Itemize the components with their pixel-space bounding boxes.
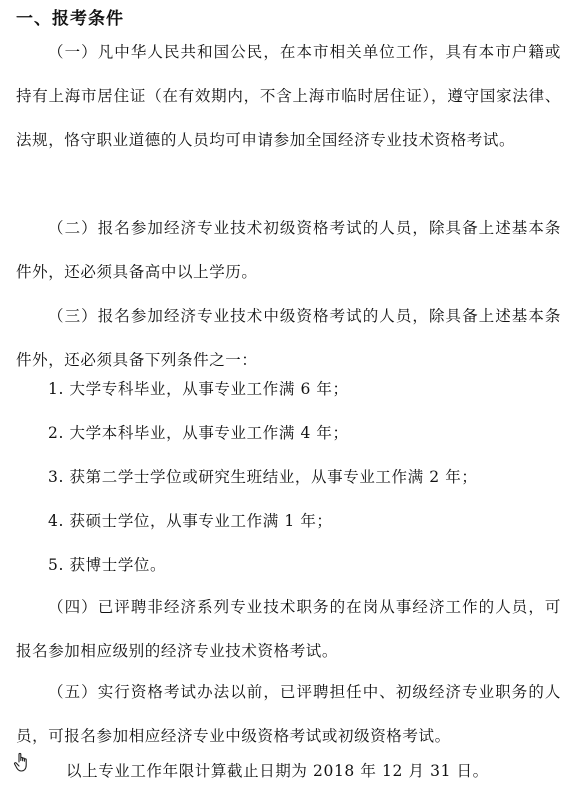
hand-cursor-icon bbox=[12, 751, 32, 773]
list-item-condition-3: 3. 获第二学士学位或研究生班结业，从事专业工作满 2 年； bbox=[48, 468, 478, 486]
list-item-condition-1: 1. 大学专科毕业，从事专业工作满 6 年； bbox=[48, 380, 349, 398]
paragraph-condition-3: （三）报名参加经济专业技术中级资格考试的人员，除具备上述基本条件外，还必须具备下列条件之一： bbox=[16, 307, 561, 369]
section-heading: 一、报考条件 bbox=[16, 9, 124, 29]
list-item-condition-5: 5. 获博士学位。 bbox=[48, 556, 167, 574]
list-item-condition-4: 4. 获硕士学位，从事专业工作满 1 年； bbox=[48, 512, 333, 530]
paragraph-condition-4: （四）已评聘非经济系列专业技术职务的在岗从事经济工作的人员，可报名参加相应级别的经济专业技术资格考试。 bbox=[16, 598, 561, 660]
paragraph-condition-1: （一）凡中华人民共和国公民，在本市相关单位工作，具有本市户籍或持有上海市居住证（在有效期内，不含上海市临时居住证），遵守国家法律、法规，恪守职业道德的人员均可申请参加全国经济专业技术资格考试。 bbox=[16, 43, 561, 149]
list-item-condition-2: 2. 大学本科毕业，从事专业工作满 4 年； bbox=[48, 424, 349, 442]
footnote: 以上专业工作年限计算截止日期为 2018 年 12 月 31 日。 bbox=[66, 762, 489, 780]
paragraph-condition-2: （二）报名参加经济专业技术初级资格考试的人员，除具备上述基本条件外，还必须具备高中以上学历。 bbox=[16, 219, 561, 281]
paragraph-condition-5: （五）实行资格考试办法以前，已评聘担任中、初级经济专业职务的人员，可报名参加相应经济专业中级资格考试或初级资格考试。 bbox=[16, 683, 561, 745]
